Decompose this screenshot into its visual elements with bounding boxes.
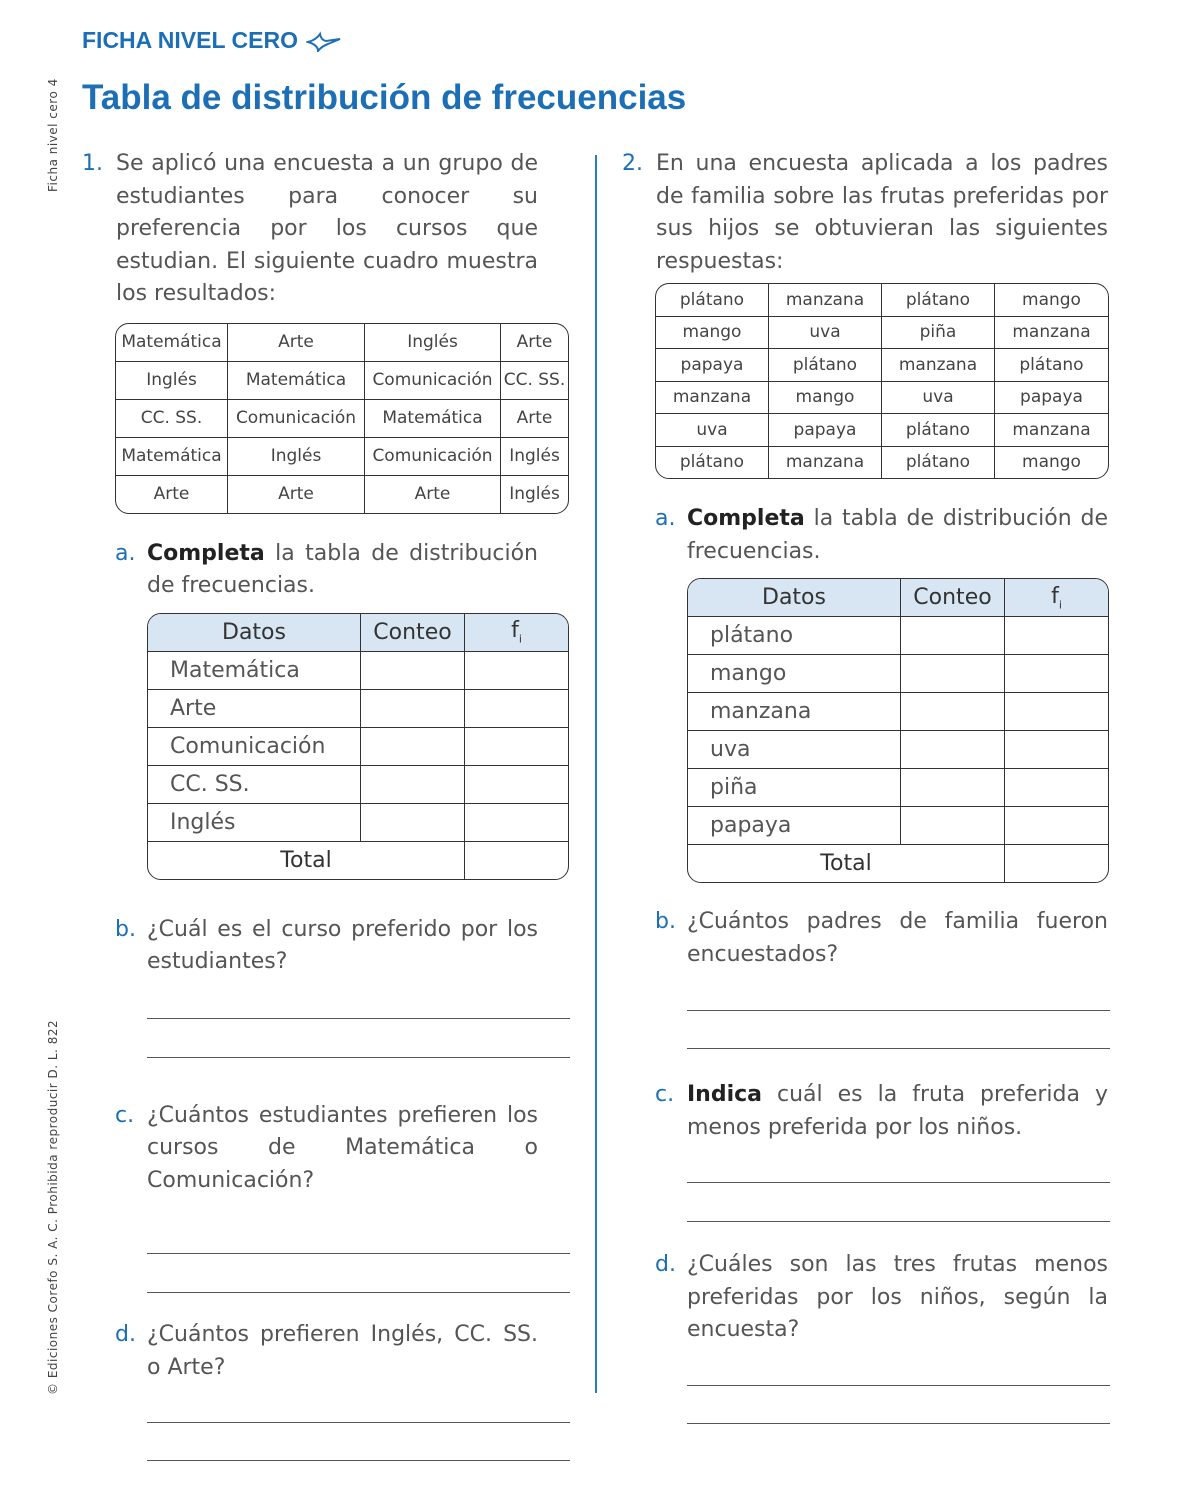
q1-survey-row (116, 362, 568, 400)
q2-a-rest: la tabla de distribución de frecuencias. (687, 506, 1108, 564)
q2-freq-row (688, 769, 1108, 807)
q1-survey-cell: Inglés (228, 438, 365, 476)
q2-freq-row (688, 693, 1108, 731)
question-2 (622, 148, 1108, 1424)
q2-survey-row (656, 414, 1108, 447)
q2-c-bold: Indica (687, 1082, 763, 1107)
q2-survey-cell: manzana (995, 317, 1108, 350)
q2-header-f-sub: i (1058, 598, 1062, 612)
q1-freq-row (148, 766, 568, 804)
q1-a-rest: la tabla de distribución de frecuencias. (147, 540, 538, 598)
q2-freq-label: piña (688, 769, 901, 807)
column-divider (595, 155, 597, 1393)
q2-survey-cell: manzana (769, 447, 882, 479)
q1-item-d (115, 1319, 538, 1384)
q1-b-text: ¿Cuál es el curso preferido por los estudiantes? (147, 916, 538, 974)
q2-header-datos: Datos (688, 579, 901, 617)
q2-conteo-cell[interactable] (901, 655, 1005, 693)
q1-total-cell[interactable] (465, 842, 568, 879)
q2-survey-cell: mango (1022, 452, 1081, 473)
q2-a-text (687, 503, 1108, 568)
q2-survey-row (656, 317, 1108, 350)
q2-survey-cell: plátano (995, 349, 1108, 382)
q2-fi-cell[interactable] (1005, 655, 1108, 693)
q1-survey-cell: CC. SS. (116, 400, 228, 438)
q2-freq-label: uva (688, 731, 901, 769)
q2-survey-cell: plátano (882, 414, 995, 447)
q1-survey-cell: Inglés (501, 438, 568, 476)
q2-item-c (655, 1079, 1108, 1144)
q1-fi-cell[interactable] (465, 804, 568, 842)
q1-survey-row (116, 476, 568, 513)
q2-survey-cell: uva (656, 414, 769, 447)
q1-freq-row (148, 728, 568, 766)
q1-survey-cell: Inglés (365, 324, 501, 362)
q1-fi-cell[interactable] (465, 690, 568, 728)
q1-d-answer-line-1[interactable] (147, 1422, 570, 1423)
q2-freq-row (688, 655, 1108, 693)
q1-c-answer-line-1[interactable] (147, 1253, 570, 1254)
question-1 (82, 148, 566, 1461)
q2-freq-label: plátano (688, 617, 901, 655)
q2-freq-row (688, 731, 1108, 769)
q1-c-text: ¿Cuántos estudiantes prefieren los cursos de Matemática o Comunicación? (147, 1102, 538, 1193)
q2-d-text: ¿Cuáles son las tres frutas menos preferidas por los niños, según la encuesta? (687, 1252, 1108, 1342)
q2-total-row (688, 845, 1108, 882)
q1-survey-cell: CC. SS. (501, 362, 568, 400)
q1-intro-text: Se aplicó una encuesta a un grupo de estudiantes para conocer su preferencia por los cursos que estudian. El siguiente cuadro muestra los resultados: (116, 151, 538, 306)
q1-fi-cell[interactable] (465, 766, 568, 804)
q1-survey-cell: Comunicación (228, 400, 365, 438)
q1-a-letter: a. (115, 540, 136, 566)
q2-survey-cell: papaya (656, 349, 769, 382)
q2-frequency-table (687, 578, 1109, 883)
q2-freq-row (688, 807, 1108, 845)
q1-header-fi (465, 614, 568, 652)
q1-survey-cell: Arte (501, 324, 568, 362)
worksheet-header (82, 27, 342, 54)
q1-header-conteo: Conteo (361, 614, 465, 652)
q1-conteo-cell[interactable] (361, 804, 465, 842)
q2-b-letter: b. (655, 909, 676, 934)
q2-survey-row (656, 284, 1108, 317)
q2-survey-cell: papaya (995, 382, 1108, 415)
q2-survey-cell: mango (995, 284, 1108, 317)
q1-item-a (115, 538, 538, 603)
q1-survey-cell: Arte (228, 476, 365, 513)
q1-survey-cell: Matemática (116, 438, 228, 476)
q1-b-answer-line-1[interactable] (147, 1018, 570, 1019)
q2-survey-cell: plátano (769, 349, 882, 382)
q1-survey-cell: Inglés (116, 362, 228, 400)
page-title: Tabla de distribución de frecuencias (82, 78, 687, 117)
q1-c-answer-line-2[interactable] (147, 1292, 570, 1293)
q2-a-letter: a. (655, 506, 676, 531)
q1-intro (82, 148, 538, 311)
q2-item-d (655, 1249, 1108, 1347)
q2-survey-row (656, 349, 1108, 382)
q1-c-letter: c. (115, 1102, 135, 1128)
q1-header-datos: Datos (148, 614, 361, 652)
q2-d-answer-line-2[interactable] (687, 1423, 1110, 1424)
q2-survey-cell: piña (882, 317, 995, 350)
q2-survey-cell: manzana (995, 414, 1108, 447)
q2-c-letter: c. (655, 1082, 675, 1107)
q1-conteo-cell[interactable] (361, 652, 465, 690)
q2-freq-label: mango (688, 655, 901, 693)
q1-freq-label: CC. SS. (148, 766, 361, 804)
q1-total-label: Total (148, 842, 465, 879)
q2-survey-cell: plátano (656, 447, 769, 479)
q1-frequency-table (147, 613, 569, 880)
q1-survey-cell: Matemática (228, 362, 365, 400)
q1-conteo-cell[interactable] (361, 690, 465, 728)
q1-survey-cell: Comunicación (365, 362, 501, 400)
side-caption-copyright: © Ediciones Corefo S. A. C. Prohibida reproducir D. L. 822 (46, 1019, 60, 1395)
q2-freq-label: manzana (688, 693, 901, 731)
q2-survey-cell: manzana (882, 349, 995, 382)
q2-fi-cell[interactable] (1005, 731, 1108, 769)
q1-survey-row (116, 400, 568, 438)
q1-freq-label: Inglés (148, 804, 361, 842)
q2-freq-row (688, 617, 1108, 655)
q1-conteo-cell[interactable] (361, 766, 465, 804)
q1-survey-row (116, 438, 568, 476)
q2-conteo-cell[interactable] (901, 693, 1005, 731)
q2-survey-cell: manzana (656, 382, 769, 415)
q1-survey-cell: Matemática (116, 324, 228, 362)
q1-survey-cell: Arte (116, 476, 228, 513)
q1-header-f: f (511, 618, 519, 644)
q1-freq-row (148, 690, 568, 728)
q1-freq-row (148, 804, 568, 842)
q2-survey-row (656, 447, 1108, 479)
bird-icon (306, 30, 342, 52)
q2-intro (622, 148, 1108, 278)
q1-survey-cell: Inglés (509, 484, 560, 504)
q2-survey-cell: uva (769, 317, 882, 350)
q2-fi-cell[interactable] (1005, 693, 1108, 731)
q2-survey-cell: mango (656, 317, 769, 350)
q2-header-f: f (1051, 583, 1059, 609)
q2-survey-cell: plátano (882, 284, 995, 317)
q2-conteo-cell[interactable] (901, 769, 1005, 807)
q1-d-answer-line-2[interactable] (147, 1460, 570, 1461)
q2-survey-table (655, 283, 1109, 479)
q1-survey-table (115, 323, 569, 514)
q2-item-b (655, 906, 1108, 971)
q1-survey-cell: Comunicación (365, 438, 501, 476)
q1-survey-cell: Arte (228, 324, 365, 362)
q2-conteo-cell[interactable] (901, 617, 1005, 655)
q2-c-rest: cuál es la fruta preferida y menos preferida por los niños. (687, 1082, 1108, 1140)
q1-item-c (115, 1100, 538, 1198)
q1-survey-cell: Matemática (365, 400, 501, 438)
q1-a-text (147, 538, 538, 603)
q2-survey-cell: mango (769, 382, 882, 415)
q1-freq-label: Comunicación (148, 728, 361, 766)
q2-c-answer-line-2[interactable] (687, 1221, 1110, 1222)
q2-c-answer-line-1[interactable] (687, 1182, 1110, 1183)
q2-total-cell[interactable] (1005, 845, 1108, 882)
q1-conteo-cell[interactable] (361, 728, 465, 766)
q2-fi-cell[interactable] (1005, 807, 1108, 845)
q2-freq-label: papaya (688, 807, 901, 845)
header-label: FICHA NIVEL CERO (82, 27, 298, 53)
q1-freq-label: Matemática (148, 652, 361, 690)
q2-survey-cell: papaya (769, 414, 882, 447)
q1-b-answer-line-2[interactable] (147, 1057, 570, 1058)
q1-fi-cell[interactable] (465, 728, 568, 766)
q1-freq-row (148, 652, 568, 690)
q2-survey-cell: plátano (656, 284, 769, 317)
q2-b-text: ¿Cuántos padres de familia fueron encuestados? (687, 909, 1108, 967)
q2-d-letter: d. (655, 1252, 676, 1277)
q1-d-text: ¿Cuántos prefieren Inglés, CC. SS. o Arte? (147, 1322, 538, 1380)
q1-fi-cell[interactable] (465, 652, 568, 690)
side-caption-top: Ficha nivel cero 4 (46, 78, 60, 192)
q1-survey-cell: Arte (365, 476, 501, 513)
q2-number: 2. (622, 151, 643, 176)
q2-fi-cell[interactable] (1005, 769, 1108, 807)
q2-survey-cell: uva (882, 382, 995, 415)
q2-item-a (655, 503, 1108, 568)
q1-survey-row (116, 324, 568, 362)
q1-total-row (148, 842, 568, 879)
q1-freq-label: Arte (148, 690, 361, 728)
q2-conteo-cell[interactable] (901, 807, 1005, 845)
q1-header-f-sub: i (518, 632, 522, 646)
q2-conteo-cell[interactable] (901, 731, 1005, 769)
q2-b-answer-line-2[interactable] (687, 1048, 1110, 1049)
q2-survey-row (656, 382, 1108, 415)
q2-b-answer-line-1[interactable] (687, 1010, 1110, 1011)
q2-header-conteo: Conteo (901, 579, 1005, 617)
q1-d-letter: d. (115, 1322, 136, 1347)
q1-a-bold: Completa (147, 540, 265, 566)
q2-intro-text: En una encuesta aplicada a los padres de familia sobre las frutas preferidas por sus hijos se obtuvieran las siguientes respuestas: (656, 151, 1108, 274)
q2-fi-cell[interactable] (1005, 617, 1108, 655)
q1-survey-cell: Arte (501, 400, 568, 438)
q2-c-text (687, 1079, 1108, 1144)
q1-number: 1. (82, 151, 103, 176)
q2-d-answer-line-1[interactable] (687, 1385, 1110, 1386)
q1-item-b (115, 914, 538, 979)
q1-b-letter: b. (115, 916, 136, 942)
q2-survey-cell: manzana (769, 284, 882, 317)
q2-header-fi (1005, 579, 1108, 617)
q2-a-bold: Completa (687, 506, 805, 531)
q2-total-label: Total (688, 845, 1005, 882)
q2-survey-cell: plátano (882, 447, 995, 479)
